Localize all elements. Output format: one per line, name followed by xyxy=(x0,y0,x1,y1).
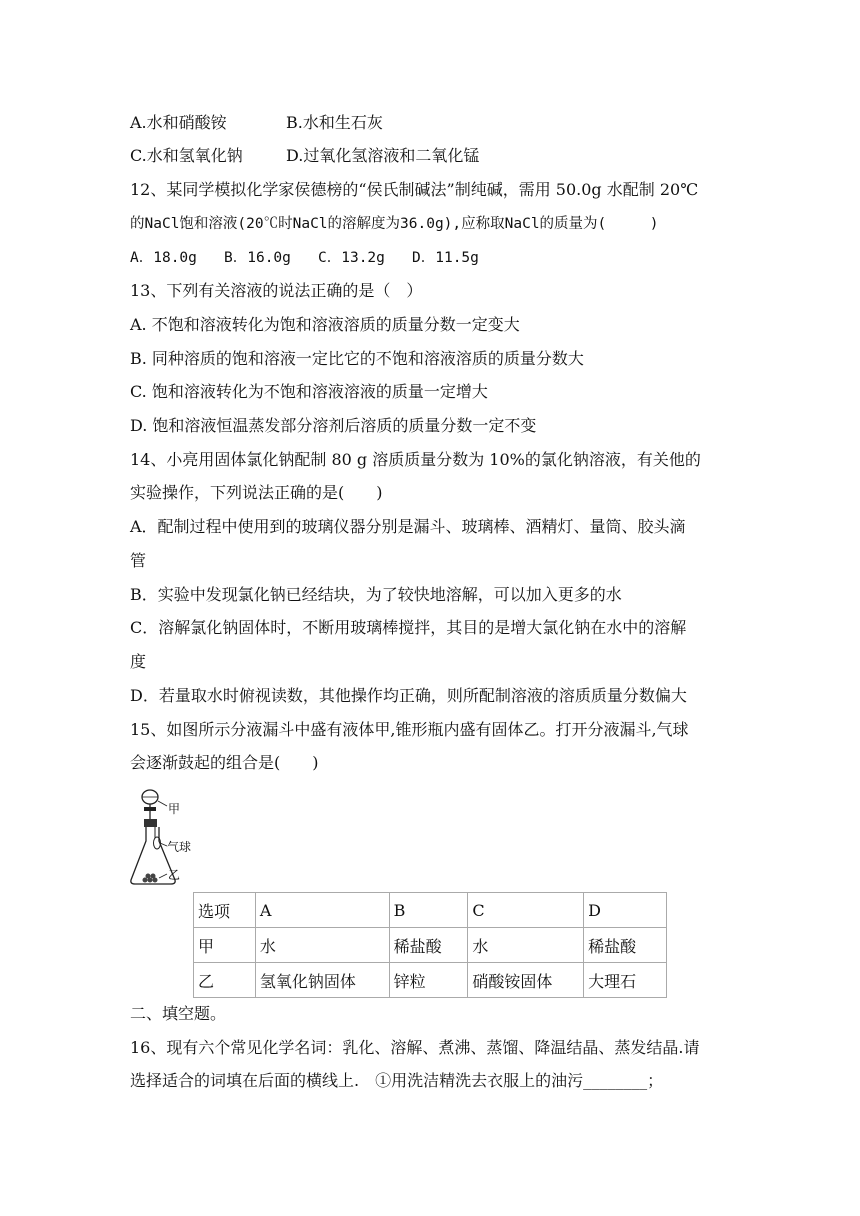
q11-options-row-1 xyxy=(130,113,383,133)
table-cell: 锌粒 xyxy=(389,963,468,998)
q14-option-c-line-1: C．溶解氯化钠固体时，不断用玻璃棒搅拌，其目的是增大氯化钠在水中的溶解 xyxy=(130,618,687,637)
q12-stem-line-2: 的NaCl饱和溶液(20℃时NaCl的溶解度为36.0g),应称取NaCl的质量为( ) xyxy=(130,216,659,232)
table-row xyxy=(194,963,667,998)
table-row xyxy=(194,893,667,928)
table-cell: 选项 xyxy=(194,893,256,928)
table-cell: D xyxy=(584,893,667,928)
table-cell: 稀盐酸 xyxy=(389,928,468,963)
q13-option-a: A. 不饱和溶液转化为饱和溶液溶质的质量分数一定变大 xyxy=(130,315,520,334)
table-cell: B xyxy=(389,893,468,928)
table-cell: C xyxy=(468,893,584,928)
table-cell: 氢氧化钠固体 xyxy=(255,963,389,998)
table-cell: 水 xyxy=(255,928,389,963)
q11-option-b: B.水和生石灰 xyxy=(286,113,383,132)
q11-option-d: D.过氧化氢溶液和二氧化锰 xyxy=(286,146,480,165)
table-cell: 大理石 xyxy=(584,963,667,998)
q16-answer-blank[interactable]: ________ xyxy=(583,1071,648,1090)
q14-option-a-line-1: A．配制过程中使用到的玻璃仪器分别是漏斗、玻璃棒、酒精灯、量筒、胶头滴 xyxy=(130,517,686,536)
q11-option-c: C.水和氢氧化钠 xyxy=(130,146,243,165)
q14-stem-line-1: 14、小亮用固体氯化钠配制 80 g 溶质质量分数为 10%的氯化钠溶液，有关他的 xyxy=(130,450,701,469)
q14-option-a-line-2: 管 xyxy=(130,551,147,570)
q12-stem-line-1: 12、某同学模拟化学家侯德榜的“侯氏制碱法”制纯碱，需用 50.0g 水配制 20℃ xyxy=(130,180,699,199)
q12-option-b: B．16.0g xyxy=(224,250,291,266)
table-cell: A xyxy=(255,893,389,928)
table-cell: 稀盐酸 xyxy=(584,928,667,963)
q16-stem-line-2 xyxy=(130,1071,663,1091)
q13-option-c: C. 饱和溶液转化为不饱和溶液溶液的质量一定增大 xyxy=(130,382,488,401)
figure-label-balloon: 气球 xyxy=(167,840,192,854)
q12-options xyxy=(130,248,479,268)
q14-stem-line-2: 实验操作，下列说法正确的是( ) xyxy=(130,483,383,502)
table-cell: 硝酸铵固体 xyxy=(468,963,584,998)
q15-stem-line-2: 会逐渐鼓起的组合是( ) xyxy=(130,753,319,772)
q13-option-b: B. 同种溶质的饱和溶液一定比它的不饱和溶液溶质的质量分数大 xyxy=(130,349,584,368)
figure-label-jia: 甲 xyxy=(168,802,181,816)
table-cell: 水 xyxy=(468,928,584,963)
q12-option-d: D．11.5g xyxy=(412,250,479,266)
figure-label-yi: 乙 xyxy=(168,868,181,882)
table-cell: 乙 xyxy=(194,963,256,998)
q14-option-b: B．实验中发现氯化钠已经结块，为了较快地溶解，可以加入更多的水 xyxy=(130,585,622,604)
q14-option-d: D．若量取水时俯视读数，其他操作均正确，则所配制溶液的溶质质量分数偏大 xyxy=(130,686,687,705)
q16-text-end: ； xyxy=(647,1071,664,1090)
table-row xyxy=(194,928,667,963)
q13-stem: 13、下列有关溶液的说法正确的是（ ） xyxy=(130,281,423,300)
q12-option-a: A．18.0g xyxy=(130,250,197,266)
q16-text: 选择适合的词填在后面的横线上. ①用洗洁精洗去衣服上的油污 xyxy=(130,1071,584,1090)
apparatus-figure xyxy=(125,786,195,888)
q11-option-a: A.水和硝酸铵 xyxy=(130,113,227,132)
q16-stem-line-1: 16、现有六个常见化学名词：乳化、溶解、煮沸、蒸馏、降温结晶、蒸发结晶.请 xyxy=(130,1038,700,1057)
section-heading-fill-blank: 二、填空题。 xyxy=(130,1004,227,1023)
q12-option-c: C．13.2g xyxy=(318,250,385,266)
q13-option-d: D. 饱和溶液恒温蒸发部分溶剂后溶质的质量分数一定不变 xyxy=(130,416,537,435)
q11-options-row-2 xyxy=(130,146,479,166)
table-cell: 甲 xyxy=(194,928,256,963)
flask-apparatus-icon xyxy=(125,786,195,888)
q14-option-c-line-2: 度 xyxy=(130,652,147,671)
q15-options-table xyxy=(193,892,667,998)
q15-stem-line-1: 15、如图所示分液漏斗中盛有液体甲,锥形瓶内盛有固体乙。打开分液漏斗,气球 xyxy=(130,720,689,739)
